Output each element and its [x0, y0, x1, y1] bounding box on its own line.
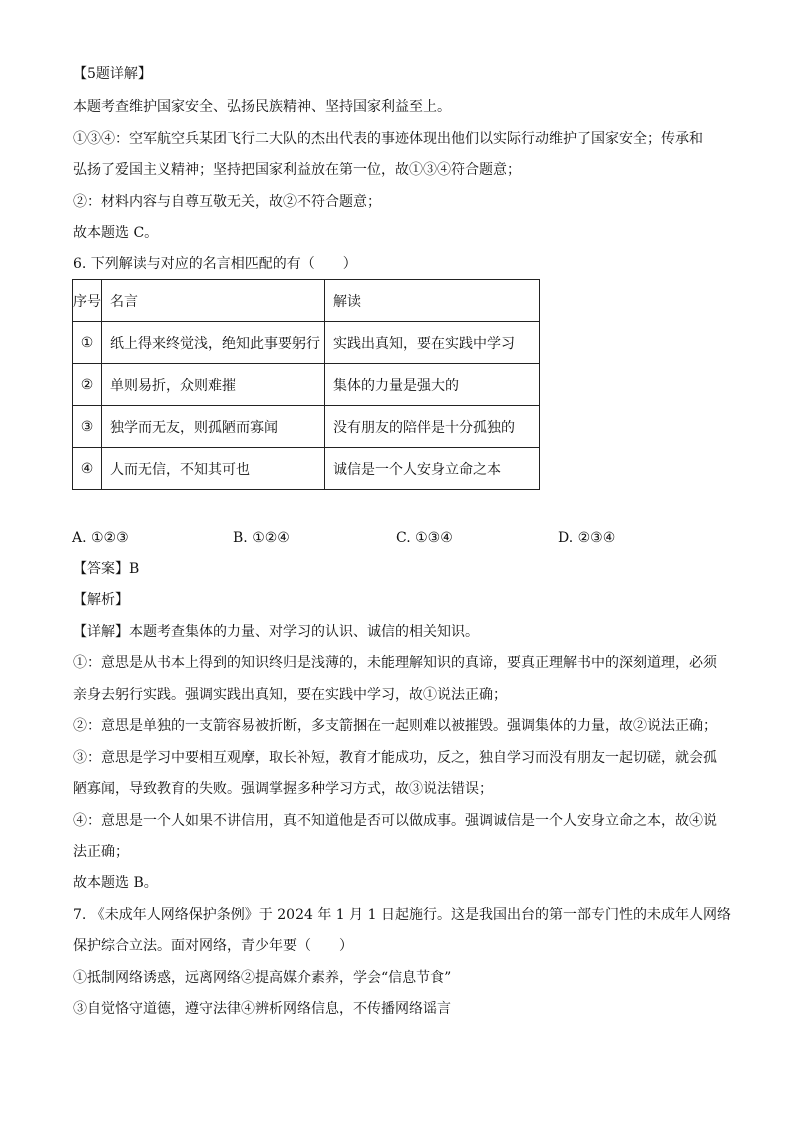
q7-line2: 保护综合立法。面对网络，青少年要（ ） [73, 938, 353, 954]
option-d: D. ②③④ [558, 530, 616, 546]
q7-line1: 7. 《未成年人网络保护条例》于 2024 年 1 月 1 日起施行。这是我国出台的第一部专门性的未成年人网络 [73, 907, 731, 923]
answer-line [73, 559, 139, 579]
answer-value: B [129, 561, 140, 577]
option-c: C. ①③④ [396, 530, 453, 546]
quote-table [72, 279, 540, 490]
detail-intro: 【详解】本题考查集体的力量、对学习的认识、诚信的相关知识。 [73, 624, 479, 640]
table-header-row [73, 280, 540, 322]
analysis-label: 【解析】 [73, 592, 129, 608]
q6-conclusion: 故本题选 B。 [73, 875, 158, 891]
row-quote: 人而无信，不知其可也 [102, 448, 325, 490]
option-a: A. ①②③ [72, 530, 129, 546]
point3-line1: ③：意思是学习中要相互观摩，取长补短，教育才能成功，反之，独自学习而没有朋友一起切磋，就会孤 [73, 750, 717, 766]
row-interpretation: 诚信是一个人安身立命之本 [325, 448, 540, 490]
row-quote: 独学而无友，则孤陋而寡闻 [102, 406, 325, 448]
row-quote: 纸上得来终觉浅，绝知此事要躬行 [102, 322, 325, 364]
table-row [73, 448, 540, 490]
q7-options-line1: ①抵制网络诱惑，远离网络②提高媒介素养，学会“信息节食” [73, 970, 452, 986]
point1-line1: ①：意思是从书本上得到的知识终归是浅薄的，未能理解知识的真谛，要真正理解书中的深刻道理，必须 [73, 655, 717, 671]
row-index: ④ [73, 448, 102, 490]
q5-heading: 【5题详解】 [73, 66, 152, 82]
header-quote: 名言 [102, 280, 325, 322]
point4-line1: ④：意思是一个人如果不讲信用，真不知道他是否可以做成事。强调诚信是一个人安身立命之本，故④说 [73, 813, 717, 829]
row-index: ② [73, 364, 102, 406]
q6-question: 6. 下列解读与对应的名言相匹配的有（ ） [73, 256, 357, 272]
table-row [73, 406, 540, 448]
point2: ②：意思是单独的一支箭容易被折断，多支箭捆在一起则难以被摧毁。强调集体的力量，故②说法正确； [73, 718, 717, 734]
row-quote: 单则易折，众则难摧 [102, 364, 325, 406]
row-index: ③ [73, 406, 102, 448]
header-interpretation: 解读 [325, 280, 540, 322]
q5-conclusion: 故本题选 C。 [73, 225, 159, 241]
row-interpretation: 没有朋友的陪伴是十分孤独的 [325, 406, 540, 448]
q5-line2: 弘扬了爱国主义精神；坚持把国家利益放在第一位，故①③④符合题意； [73, 162, 521, 178]
row-interpretation: 实践出真知，要在实践中学习 [325, 322, 540, 364]
q5-line3: ②：材料内容与自尊互敬无关，故②不符合题意； [73, 194, 381, 210]
point4-line2: 法正确； [73, 844, 129, 860]
row-index: ① [73, 322, 102, 364]
q7-options-line2: ③自觉恪守道德，遵守法律④辨析网络信息，不传播网络谣言 [73, 1001, 451, 1017]
q5-line1: ①③④：空军航空兵某团飞行二大队的杰出代表的事迹体现出他们以实际行动维护了国家安全；传承和 [73, 131, 703, 147]
q5-intro: 本题考查维护国家安全、弘扬民族精神、坚持国家利益至上。 [73, 99, 451, 115]
row-interpretation: 集体的力量是强大的 [325, 364, 540, 406]
header-index: 序号 [73, 280, 102, 322]
table-row [73, 322, 540, 364]
option-b: B. ①②④ [233, 530, 290, 546]
point1-line2: 亲身去躬行实践。强调实践出真知，要在实践中学习，故①说法正确； [73, 687, 507, 703]
point3-line2: 陋寡闻，导致教育的失败。强调掌握多种学习方式，故③说法错误； [73, 781, 493, 797]
table-row [73, 364, 540, 406]
answer-label: 【答案】 [73, 561, 129, 577]
